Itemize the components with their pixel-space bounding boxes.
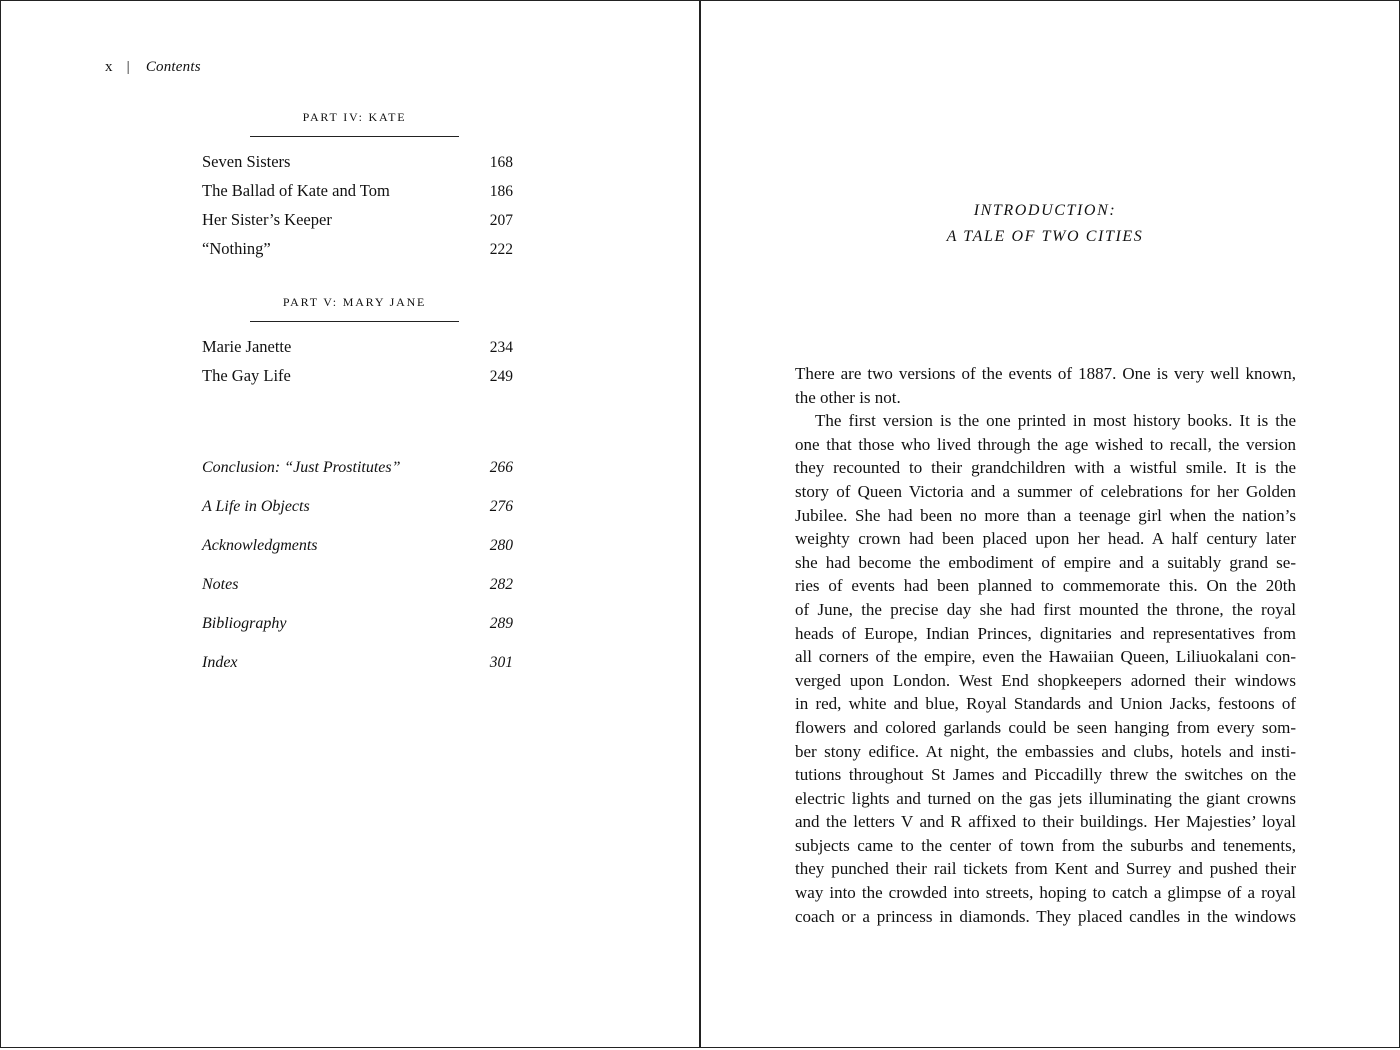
toc-entry	[202, 181, 513, 210]
toc-entry	[202, 337, 513, 366]
body-line: story of Queen Victoria and a summer of celebrations for her Golden	[795, 481, 1296, 501]
body-line: ries of events had been planned to commemorate this. On the 20th	[795, 576, 1296, 596]
toc-entry-page: 266	[489, 459, 513, 476]
part-rule	[250, 136, 459, 137]
body-line: The first version is the one printed in most history books. It is the	[815, 411, 1296, 431]
body-line: she had become the embodiment of empire and a suitably grand se-	[795, 552, 1296, 572]
toc-entry	[202, 152, 513, 181]
body-line: and the letters V and R affixed to their buildings. Her Majesties’ loyal	[795, 812, 1296, 832]
body-line: way into the crowded into streets, hoping to catch a glimpse of a royal	[795, 883, 1296, 903]
toc-entry-title: “Nothing”	[202, 239, 271, 258]
toc-entry-title: Bibliography	[202, 615, 287, 632]
body-line: ber stony edifice. At night, the embassies and clubs, hotels and insti-	[795, 741, 1296, 761]
part-heading: PART V: MARY JANE	[282, 295, 427, 309]
body-line: flowers and colored garlands could be seen hanging from every som-	[795, 717, 1296, 737]
chapter-title-line-1: INTRODUCTION:	[973, 202, 1117, 219]
body-line: coach or a princess in diamonds. They placed candles in the windows	[795, 906, 1296, 926]
body-text	[795, 362, 1296, 928]
toc-entry-page: 280	[489, 537, 513, 554]
toc-entry-title: Notes	[202, 576, 239, 593]
toc-entry-page: 168	[489, 154, 513, 171]
toc-entry-title: Her Sister’s Keeper	[202, 210, 332, 229]
body-line: heads of Europe, Indian Princes, dignitaries and representatives from	[795, 623, 1296, 643]
toc-entry-title: The Gay Life	[202, 366, 291, 385]
page-folio: x	[105, 59, 113, 75]
toc-entry-page: 282	[489, 576, 513, 593]
body-line: weighty crown had been placed upon her head. A half century later	[795, 529, 1296, 549]
body-line: There are two versions of the events of 1887. One is very well known,	[795, 364, 1296, 383]
toc-entry-page: 207	[489, 212, 513, 229]
toc-back-matter-entry	[202, 576, 513, 605]
toc-entry-page: 301	[489, 654, 513, 671]
body-line: in red, white and blue, Royal Standards and Union Jacks, festoons of	[795, 694, 1296, 714]
body-line: they recounted to their grandchildren with a wistful smile. It is the	[795, 458, 1296, 478]
running-head-separator: |	[126, 59, 130, 75]
body-line: tutions throughout St James and Piccadilly threw the switches on the	[795, 765, 1296, 785]
body-line: they punched their rail tickets from Kent and Surrey and pushed their	[795, 859, 1296, 879]
toc-entry	[202, 366, 513, 395]
body-line: of June, the precise day she had first mounted the throne, the royal	[795, 599, 1296, 619]
toc-entry-page: 289	[489, 615, 513, 632]
body-line: electric lights and turned on the gas jets illuminating the giant crowns	[795, 788, 1296, 808]
toc-entry-title: Acknowledgments	[202, 537, 318, 554]
toc-back-matter-entry	[202, 459, 513, 488]
running-head	[105, 59, 201, 76]
body-line: subjects came to the center of town from the suburbs and tenements,	[795, 835, 1296, 855]
toc-entry-page: 249	[489, 368, 513, 385]
toc-entry-page: 276	[489, 498, 513, 515]
body-line: verged upon London. West End shopkeepers adorned their windows	[795, 670, 1296, 690]
toc-entry	[202, 210, 513, 239]
toc-back-matter-entry	[202, 615, 513, 644]
toc-entry-page: 186	[489, 183, 513, 200]
body-line: all corners of the empire, even the Hawaiian Queen, Liliuokalani con-	[795, 647, 1296, 667]
toc-entry-page: 234	[489, 339, 513, 356]
toc-entry-title: Marie Janette	[202, 337, 292, 356]
toc-entry-title: Seven Sisters	[202, 152, 291, 171]
toc-entry-title: Conclusion: “Just Prostitutes”	[202, 459, 401, 476]
running-head-title: Contents	[145, 59, 201, 75]
toc-entry-page: 222	[489, 241, 513, 258]
toc-back-matter-entry	[202, 654, 513, 683]
part-rule	[250, 321, 459, 322]
toc-back-matter-entry	[202, 537, 513, 566]
part-heading: PART IV: KATE	[302, 110, 407, 124]
toc-entry-title: A Life in Objects	[202, 498, 310, 515]
toc-entry	[202, 239, 513, 268]
chapter-title	[795, 198, 1295, 250]
body-line: Jubilee. She had been no more than a teenage girl when the nation’s	[795, 505, 1296, 525]
toc-back-matter-entry	[202, 498, 513, 527]
chapter-title-line-2: A TALE OF TWO CITIES	[946, 228, 1144, 245]
body-line: one that those who lived through the age wished to recall, the version	[795, 434, 1296, 454]
toc-entry-title: Index	[202, 654, 238, 671]
toc-entry-title: The Ballad of Kate and Tom	[202, 181, 390, 200]
body-line: the other is not.	[795, 387, 901, 407]
